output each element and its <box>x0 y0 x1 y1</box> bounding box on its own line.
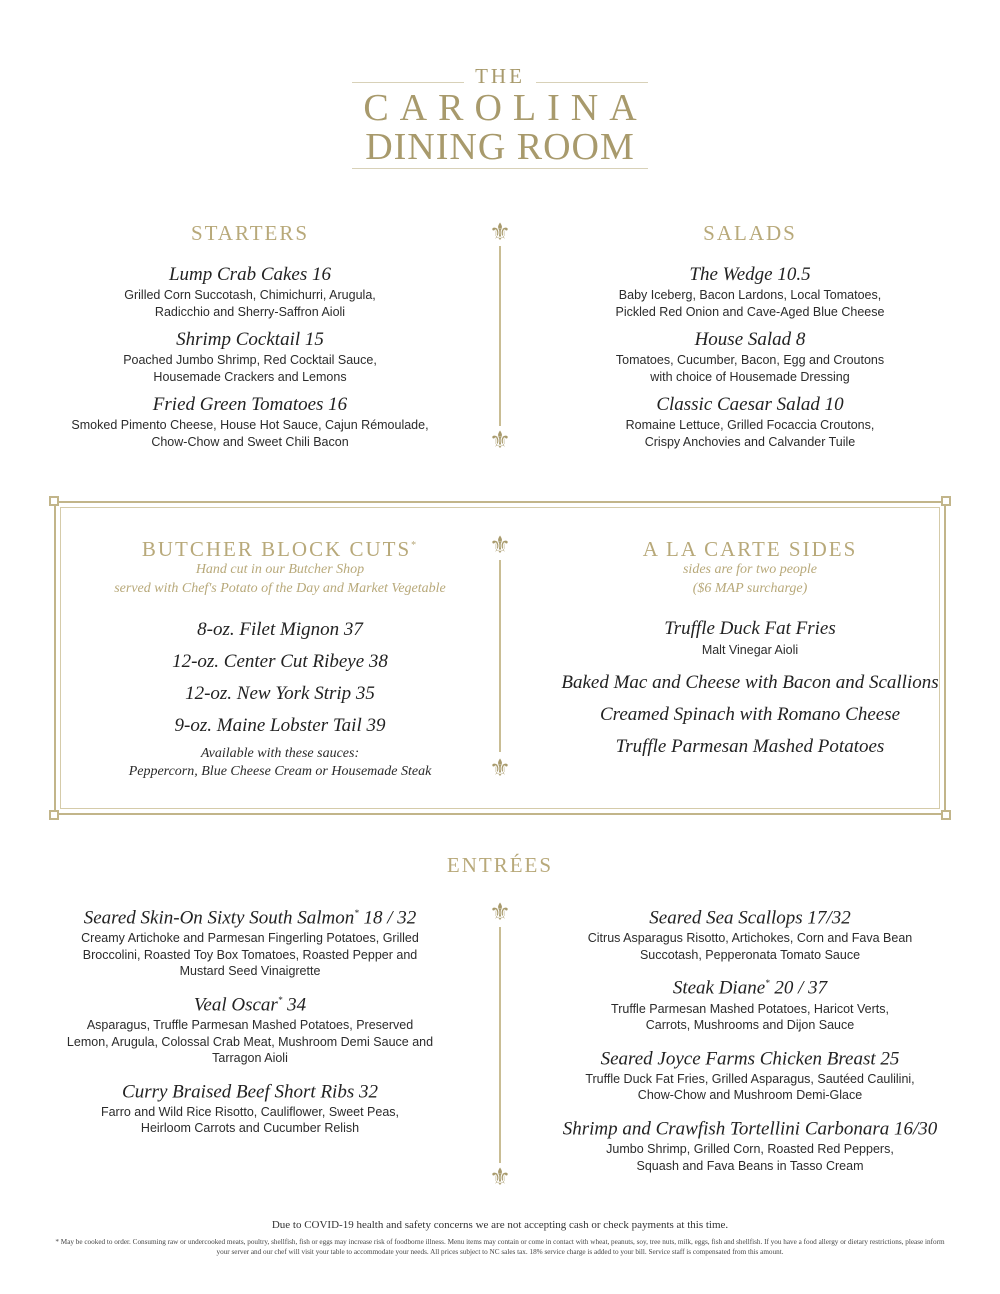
menu-item <box>540 971 960 1033</box>
menu-item <box>550 328 950 385</box>
logo-carolina: CAROLINA <box>363 87 648 129</box>
item-desc: Succotash, Pepperonata Tomato Sauce <box>639 947 861 962</box>
item-desc: Housemade Crackers and Lemons <box>153 369 347 384</box>
allergy-disclaimer: * May be cooked to order. Consuming raw or undercooked meats, poultry, shellfish, fish or eggs may increase risk of foodborne illness. Menu items may contain or come in contact with wheat, peanuts, soy, tree nuts, milk, eggs, fish and shellfish. If you have a food allergy or dietary restrictions, please inform your server and our chef will visit your table to accommodate your needs. All prices subject to NC sales tax. 18% service charge is added to your bill. Service staff is compensated from this amount. <box>55 1238 945 1256</box>
item-desc: Squash and Fava Beans in Tasso Cream <box>636 1158 864 1173</box>
column-divider <box>499 927 501 1163</box>
item-name: The Wedge 10.5 <box>689 264 811 285</box>
item-name: Fried Green Tomatoes 16 <box>152 394 348 415</box>
item-name-line <box>540 971 960 1000</box>
item-price: 18 / 32 <box>358 907 417 929</box>
butcher-sub-line: Hand cut in our Butcher Shop <box>195 562 365 577</box>
item-name: Veal Oscar <box>193 994 278 1016</box>
item-name: Seared Sea Scallops <box>649 907 803 929</box>
item-name-line <box>540 1112 960 1141</box>
item-desc: Truffle Duck Fat Fries, Grilled Asparagus, Sautéed Caulilini, <box>585 1071 915 1086</box>
side-item: Baked Mac and Cheese with Bacon and Scallions <box>561 671 939 693</box>
covid-notice: Due to COVID-19 health and safety concerns we are not accepting cash or check payments at this time. <box>271 1219 729 1231</box>
fleur-de-lis-icon: ⚜ <box>489 531 511 559</box>
item-name-line <box>40 1075 460 1104</box>
menu-item <box>550 263 950 320</box>
item-desc: Grilled Corn Succotash, Chimichurri, Arugula, <box>124 288 376 302</box>
sides-sub-line: ($6 MAP surcharge) <box>692 581 808 596</box>
sides-sub-line: sides are for two people <box>682 562 818 577</box>
item-desc: Farro and Wild Rice Risotto, Cauliflower, Sweet Peas, <box>100 1104 400 1119</box>
butcher-title <box>70 537 490 562</box>
starters-title: STARTERS <box>190 221 310 245</box>
logo-dining-room: DINING ROOM <box>365 126 635 168</box>
item-desc: Tarragon Aioli <box>212 1051 288 1066</box>
item-price: 16/30 <box>889 1118 938 1140</box>
item-name-line <box>40 988 460 1017</box>
item-name-line <box>40 901 460 930</box>
item-name: Shrimp Cocktail 15 <box>176 329 324 350</box>
side-item: Truffle Parmesan Mashed Potatoes <box>615 735 885 757</box>
fleur-de-lis-icon: ⚜ <box>489 754 511 782</box>
menu-item <box>540 1042 960 1104</box>
sides-title: A LA CARTE SIDES <box>642 537 858 561</box>
cut-item: 9-oz. Maine Lobster Tail 39 <box>174 715 386 736</box>
item-desc: with choice of Housemade Dressing <box>650 369 850 384</box>
logo-the: THE <box>475 64 525 88</box>
item-desc: Poached Jumbo Shrimp, Red Cocktail Sauce, <box>123 353 377 367</box>
item-name: Classic Caesar Salad 10 <box>656 394 844 415</box>
side-item: Truffle Duck Fat Fries <box>664 618 836 639</box>
item-name: Steak Diane <box>672 977 766 999</box>
item-desc: Baby Iceberg, Bacon Lardons, Local Tomatoes, <box>618 288 882 302</box>
item-price: 17/32 <box>802 907 851 929</box>
item-price: 32 <box>354 1080 378 1102</box>
item-desc: Citrus Asparagus Risotto, Artichokes, Corn and Fava Bean <box>587 931 913 946</box>
fleur-de-lis-icon: ⚜ <box>489 1163 511 1191</box>
item-desc: Lemon, Arugula, Colossal Crab Meat, Mushroom Demi Sauce and <box>66 1034 434 1049</box>
item-price: 20 / 37 <box>769 977 828 999</box>
menu-item <box>40 901 460 980</box>
item-desc: Crispy Anchovies and Calvander Tuile <box>644 434 856 449</box>
item-desc: Truffle Parmesan Mashed Potatoes, Haricot Verts, <box>611 1001 889 1016</box>
entrees-title: ENTRÉES <box>446 853 554 877</box>
cut-item: 12-oz. New York Strip 35 <box>185 683 375 704</box>
sides-subtitle <box>540 560 960 598</box>
item-desc: Chow-Chow and Mushroom Demi-Glace <box>637 1088 863 1103</box>
item-desc: Pickled Red Onion and Cave-Aged Blue Cheese <box>615 304 885 319</box>
sauce-note-line: Peppercorn, Blue Cheese Cream or Housemade Steak <box>128 764 432 779</box>
butcher-subtitle <box>70 560 490 598</box>
asterisk-mark: * <box>765 978 770 989</box>
item-desc: Tomatoes, Cucumber, Bacon, Egg and Croutons <box>615 353 885 367</box>
fleur-de-lis-icon: ⚜ <box>489 218 511 246</box>
item-desc: Chow-Chow and Sweet Chili Bacon <box>151 434 349 449</box>
sides-list <box>540 616 960 763</box>
item-name: Shrimp and Crawfish Tortellini Carbonara <box>562 1118 890 1140</box>
butcher-cuts-list <box>70 614 490 742</box>
item-name: House Salad 8 <box>694 329 806 350</box>
menu-item <box>540 901 960 963</box>
menu-item <box>540 1112 960 1174</box>
item-name: Lump Crab Cakes 16 <box>168 264 332 285</box>
item-desc: Creamy Artichoke and Parmesan Fingerling Potatoes, Grilled <box>81 931 419 946</box>
entrees-right-list <box>540 901 960 1182</box>
fleur-de-lis-icon: ⚜ <box>489 898 511 926</box>
butcher-sub-line: served with Chef's Potato of the Day and Market Vegetable <box>114 581 446 596</box>
frame-corner <box>941 810 951 820</box>
item-name-line <box>540 1042 960 1071</box>
asterisk-mark: * <box>411 540 419 551</box>
menu-item <box>50 393 450 450</box>
header-rule-bottom <box>352 168 648 169</box>
item-price: 25 <box>875 1047 900 1069</box>
menu-item <box>550 393 950 450</box>
sauce-note-line: Available with these sauces: <box>200 746 360 761</box>
item-name-line <box>540 901 960 930</box>
butcher-title-text: BUTCHER BLOCK CUTS <box>141 537 412 561</box>
item-price: 34 <box>282 994 307 1016</box>
sauce-note <box>70 745 490 781</box>
frame-corner <box>49 496 59 506</box>
item-desc: Broccolini, Roasted Toy Box Tomatoes, Roasted Pepper and <box>82 947 418 962</box>
fleur-de-lis-icon: ⚜ <box>489 426 511 454</box>
item-desc: Smoked Pimento Cheese, House Hot Sauce, Cajun Rémoulade, <box>71 418 429 432</box>
column-divider <box>499 560 501 752</box>
menu-item <box>40 1075 460 1137</box>
starters-list <box>50 263 450 458</box>
item-desc: Carrots, Mushrooms and Dijon Sauce <box>645 1018 855 1033</box>
item-desc: Jumbo Shrimp, Grilled Corn, Roasted Red Peppers, <box>606 1142 894 1157</box>
asterisk-mark: * <box>354 908 359 918</box>
item-name: Curry Braised Beef Short Ribs <box>122 1080 355 1102</box>
item-desc: Radicchio and Sherry-Saffron Aioli <box>154 304 346 319</box>
item-desc: Mustard Seed Vinaigrette <box>179 964 321 979</box>
entrees-left-list <box>40 901 460 1145</box>
frame-corner <box>941 496 951 506</box>
asterisk-mark: * <box>277 994 283 1005</box>
item-desc: Romaine Lettuce, Grilled Focaccia Croutons, <box>625 418 875 432</box>
item-desc: Asparagus, Truffle Parmesan Mashed Potatoes, Preserved <box>86 1018 414 1033</box>
item-desc: Heirloom Carrots and Cucumber Relish <box>140 1121 360 1136</box>
frame-corner <box>49 810 59 820</box>
menu-item <box>50 328 450 385</box>
cut-item: 8-oz. Filet Mignon 37 <box>197 619 363 640</box>
side-item: Creamed Spinach with Romano Cheese <box>599 703 901 725</box>
salads-list <box>550 263 950 458</box>
cut-item: 12-oz. Center Cut Ribeye 38 <box>172 651 388 672</box>
menu-item <box>40 988 460 1067</box>
column-divider <box>499 246 501 426</box>
item-name: Seared Joyce Farms Chicken Breast <box>600 1047 876 1069</box>
menu-item <box>50 263 450 320</box>
salads-title: SALADS <box>703 221 797 245</box>
side-desc: Malt Vinegar Aioli <box>701 643 799 657</box>
item-name: Seared Skin-On Sixty South Salmon <box>83 907 355 929</box>
